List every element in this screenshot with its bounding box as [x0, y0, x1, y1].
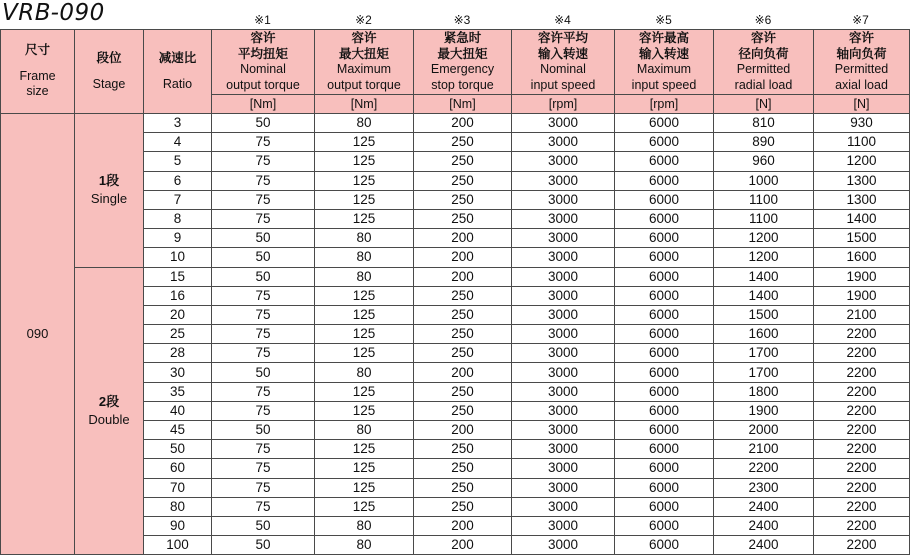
unit-permitted-radial-load: [N] [714, 95, 814, 114]
value-cell: 75 [212, 382, 315, 401]
header-permitted-radial-load: 容许 径向负荷 Permitted radial load [714, 30, 814, 95]
ratio-cell: 20 [144, 305, 212, 324]
value-cell: 810 [714, 114, 814, 133]
value-cell: 50 [212, 114, 315, 133]
value-cell: 3000 [512, 152, 615, 171]
value-cell: 250 [414, 171, 512, 190]
header-stage: 段位 Stage [75, 30, 144, 114]
value-cell: 3000 [512, 421, 615, 440]
value-cell: 75 [212, 440, 315, 459]
note-marker-7: ※7 [852, 13, 869, 27]
value-cell: 3000 [512, 209, 615, 228]
value-cell: 6000 [615, 478, 714, 497]
ratio-cell: 6 [144, 171, 212, 190]
value-cell: 3000 [512, 401, 615, 420]
value-cell: 250 [414, 286, 512, 305]
value-cell: 2200 [814, 421, 910, 440]
value-cell: 6000 [615, 190, 714, 209]
ratio-cell: 15 [144, 267, 212, 286]
value-cell: 2400 [714, 536, 814, 555]
value-cell: 1200 [714, 229, 814, 248]
value-cell: 2200 [814, 536, 910, 555]
value-cell: 1500 [814, 229, 910, 248]
value-cell: 2200 [814, 363, 910, 382]
ratio-cell: 3 [144, 114, 212, 133]
ratio-cell: 45 [144, 421, 212, 440]
note-marker-6: ※6 [754, 13, 772, 27]
value-cell: 1300 [814, 190, 910, 209]
value-cell: 125 [315, 382, 414, 401]
value-cell: 75 [212, 152, 315, 171]
note-marker-3: ※3 [453, 13, 471, 27]
value-cell: 1600 [814, 248, 910, 267]
value-cell: 125 [315, 209, 414, 228]
value-cell: 125 [315, 401, 414, 420]
value-cell: 1900 [814, 286, 910, 305]
value-cell: 125 [315, 478, 414, 497]
ratio-cell: 4 [144, 133, 212, 152]
value-cell: 3000 [512, 344, 615, 363]
value-cell: 6000 [615, 440, 714, 459]
value-cell: 250 [414, 382, 512, 401]
value-cell: 250 [414, 344, 512, 363]
note-marker-1: ※1 [254, 13, 271, 27]
value-cell: 2300 [714, 478, 814, 497]
value-cell: 2200 [814, 440, 910, 459]
value-cell: 200 [414, 516, 512, 535]
value-cell: 6000 [615, 267, 714, 286]
note-marker-5: ※5 [655, 13, 672, 27]
note-marker-2: ※2 [355, 13, 372, 27]
value-cell: 6000 [615, 114, 714, 133]
value-cell: 2200 [714, 459, 814, 478]
ratio-cell: 80 [144, 497, 212, 516]
value-cell: 250 [414, 497, 512, 516]
ratio-cell: 30 [144, 363, 212, 382]
value-cell: 75 [212, 478, 315, 497]
value-cell: 6000 [615, 171, 714, 190]
ratio-cell: 60 [144, 459, 212, 478]
value-cell: 75 [212, 286, 315, 305]
value-cell: 1300 [814, 171, 910, 190]
ratio-cell: 70 [144, 478, 212, 497]
value-cell: 125 [315, 171, 414, 190]
value-cell: 250 [414, 133, 512, 152]
value-cell: 2200 [814, 382, 910, 401]
value-cell: 250 [414, 190, 512, 209]
ratio-cell: 35 [144, 382, 212, 401]
ratio-cell: 10 [144, 248, 212, 267]
value-cell: 75 [212, 325, 315, 344]
value-cell: 2200 [814, 497, 910, 516]
value-cell: 50 [212, 363, 315, 382]
header-emergency-stop-torque: 紧急时 最大扭矩 Emergency stop torque [414, 30, 512, 95]
value-cell: 6000 [615, 459, 714, 478]
ratio-cell: 8 [144, 209, 212, 228]
ratio-cell: 50 [144, 440, 212, 459]
stage-label-zh: 2段 [98, 393, 120, 409]
value-cell: 250 [414, 401, 512, 420]
value-cell: 75 [212, 171, 315, 190]
frame-size-cell: 090 [1, 114, 75, 555]
value-cell: 75 [212, 305, 315, 324]
header-nominal-input-speed: 容许平均 输入转速 Nominal input speed [512, 30, 615, 95]
value-cell: 3000 [512, 363, 615, 382]
header-permitted-axial-load: 容许 轴向负荷 Permitted axial load [814, 30, 910, 95]
value-cell: 125 [315, 325, 414, 344]
value-cell: 75 [212, 459, 315, 478]
value-cell: 75 [212, 497, 315, 516]
stage-label-en: Single [90, 191, 128, 207]
value-cell: 3000 [512, 171, 615, 190]
value-cell: 3000 [512, 459, 615, 478]
value-cell: 6000 [615, 363, 714, 382]
value-cell: 1900 [814, 267, 910, 286]
value-cell: 3000 [512, 248, 615, 267]
value-cell: 3000 [512, 516, 615, 535]
value-cell: 3000 [512, 382, 615, 401]
unit-emergency-stop-torque: [Nm] [414, 95, 512, 114]
ratio-cell: 40 [144, 401, 212, 420]
value-cell: 6000 [615, 133, 714, 152]
value-cell: 125 [315, 344, 414, 363]
ratio-cell: 5 [144, 152, 212, 171]
value-cell: 3000 [512, 114, 615, 133]
value-cell: 1900 [714, 401, 814, 420]
value-cell: 75 [212, 401, 315, 420]
value-cell: 3000 [512, 305, 615, 324]
value-cell: 6000 [615, 497, 714, 516]
ratio-cell: 28 [144, 344, 212, 363]
value-cell: 250 [414, 325, 512, 344]
value-cell: 125 [315, 152, 414, 171]
value-cell: 80 [315, 267, 414, 286]
value-cell: 200 [414, 536, 512, 555]
ratio-cell: 7 [144, 190, 212, 209]
value-cell: 250 [414, 478, 512, 497]
value-cell: 80 [315, 363, 414, 382]
value-cell: 6000 [615, 229, 714, 248]
header-ratio: 减速比 Ratio [144, 30, 212, 114]
ratio-cell: 90 [144, 516, 212, 535]
value-cell: 80 [315, 229, 414, 248]
value-cell: 75 [212, 133, 315, 152]
value-cell: 50 [212, 421, 315, 440]
value-cell: 125 [315, 190, 414, 209]
value-cell: 250 [414, 440, 512, 459]
value-cell: 6000 [615, 325, 714, 344]
value-cell: 6000 [615, 209, 714, 228]
value-cell: 3000 [512, 286, 615, 305]
value-cell: 6000 [615, 421, 714, 440]
value-cell: 6000 [615, 286, 714, 305]
value-cell: 50 [212, 248, 315, 267]
value-cell: 1200 [814, 152, 910, 171]
header-maximum-output-torque: 容许 最大扭矩 Maximum output torque [315, 30, 414, 95]
value-cell: 80 [315, 536, 414, 555]
value-cell: 1500 [714, 305, 814, 324]
value-cell: 1400 [714, 267, 814, 286]
ratio-cell: 16 [144, 286, 212, 305]
value-cell: 50 [212, 536, 315, 555]
value-cell: 1100 [714, 190, 814, 209]
spec-table [0, 29, 910, 555]
unit-nominal-input-speed: [rpm] [512, 95, 615, 114]
unit-maximum-input-speed: [rpm] [615, 95, 714, 114]
value-cell: 2200 [814, 516, 910, 535]
value-cell: 50 [212, 229, 315, 248]
value-cell: 3000 [512, 536, 615, 555]
footnote-markers [211, 11, 908, 29]
value-cell: 200 [414, 363, 512, 382]
value-cell: 3000 [512, 497, 615, 516]
value-cell: 2400 [714, 516, 814, 535]
value-cell: 6000 [615, 536, 714, 555]
value-cell: 2200 [814, 459, 910, 478]
value-cell: 2100 [714, 440, 814, 459]
value-cell: 6000 [615, 305, 714, 324]
value-cell: 250 [414, 305, 512, 324]
unit-nominal-output-torque: [Nm] [212, 95, 315, 114]
value-cell: 200 [414, 248, 512, 267]
value-cell: 80 [315, 248, 414, 267]
value-cell: 2200 [814, 478, 910, 497]
value-cell: 2200 [814, 344, 910, 363]
value-cell: 6000 [615, 401, 714, 420]
value-cell: 125 [315, 440, 414, 459]
value-cell: 6000 [615, 382, 714, 401]
value-cell: 250 [414, 209, 512, 228]
value-cell: 1100 [814, 133, 910, 152]
value-cell: 1100 [714, 209, 814, 228]
value-cell: 80 [315, 421, 414, 440]
value-cell: 125 [315, 133, 414, 152]
value-cell: 1700 [714, 363, 814, 382]
value-cell: 250 [414, 459, 512, 478]
stage-label-zh: 1段 [98, 173, 120, 189]
value-cell: 200 [414, 267, 512, 286]
value-cell: 3000 [512, 190, 615, 209]
header-maximum-input-speed: 容许最高 输入转速 Maximum input speed [615, 30, 714, 95]
value-cell: 125 [315, 459, 414, 478]
value-cell: 80 [315, 114, 414, 133]
value-cell: 75 [212, 190, 315, 209]
value-cell: 125 [315, 305, 414, 324]
header-nominal-output-torque: 容许 平均扭矩 Nominal output torque [212, 30, 315, 95]
value-cell: 2000 [714, 421, 814, 440]
value-cell: 2200 [814, 401, 910, 420]
value-cell: 3000 [512, 229, 615, 248]
value-cell: 200 [414, 114, 512, 133]
stage-cell [75, 114, 144, 268]
value-cell: 2100 [814, 305, 910, 324]
note-marker-4: ※4 [554, 13, 571, 27]
value-cell: 75 [212, 209, 315, 228]
value-cell: 3000 [512, 133, 615, 152]
value-cell: 1800 [714, 382, 814, 401]
unit-maximum-output-torque: [Nm] [315, 95, 414, 114]
value-cell: 50 [212, 267, 315, 286]
ratio-cell: 25 [144, 325, 212, 344]
value-cell: 6000 [615, 152, 714, 171]
ratio-cell: 100 [144, 536, 212, 555]
stage-cell [75, 267, 144, 555]
value-cell: 125 [315, 497, 414, 516]
unit-permitted-axial-load: [N] [814, 95, 910, 114]
value-cell: 1700 [714, 344, 814, 363]
value-cell: 3000 [512, 267, 615, 286]
ratio-cell: 9 [144, 229, 212, 248]
value-cell: 250 [414, 152, 512, 171]
table-row [1, 114, 910, 133]
value-cell: 6000 [615, 248, 714, 267]
value-cell: 6000 [615, 516, 714, 535]
spec-table-body [1, 114, 910, 555]
value-cell: 1000 [714, 171, 814, 190]
value-cell: 80 [315, 516, 414, 535]
value-cell: 2200 [814, 325, 910, 344]
value-cell: 125 [315, 286, 414, 305]
value-cell: 200 [414, 421, 512, 440]
value-cell: 1600 [714, 325, 814, 344]
value-cell: 1200 [714, 248, 814, 267]
value-cell: 930 [814, 114, 910, 133]
value-cell: 75 [212, 344, 315, 363]
value-cell: 1400 [814, 209, 910, 228]
page-title: VRB-090 [2, 0, 105, 26]
header-frame-size: 尺寸 Frame size [1, 30, 75, 114]
value-cell: 50 [212, 516, 315, 535]
value-cell: 960 [714, 152, 814, 171]
value-cell: 6000 [615, 344, 714, 363]
stage-label-en: Double [88, 411, 130, 427]
value-cell: 3000 [512, 325, 615, 344]
value-cell: 200 [414, 229, 512, 248]
value-cell: 1400 [714, 286, 814, 305]
value-cell: 2400 [714, 497, 814, 516]
value-cell: 3000 [512, 478, 615, 497]
value-cell: 3000 [512, 440, 615, 459]
value-cell: 890 [714, 133, 814, 152]
table-row [1, 267, 910, 286]
